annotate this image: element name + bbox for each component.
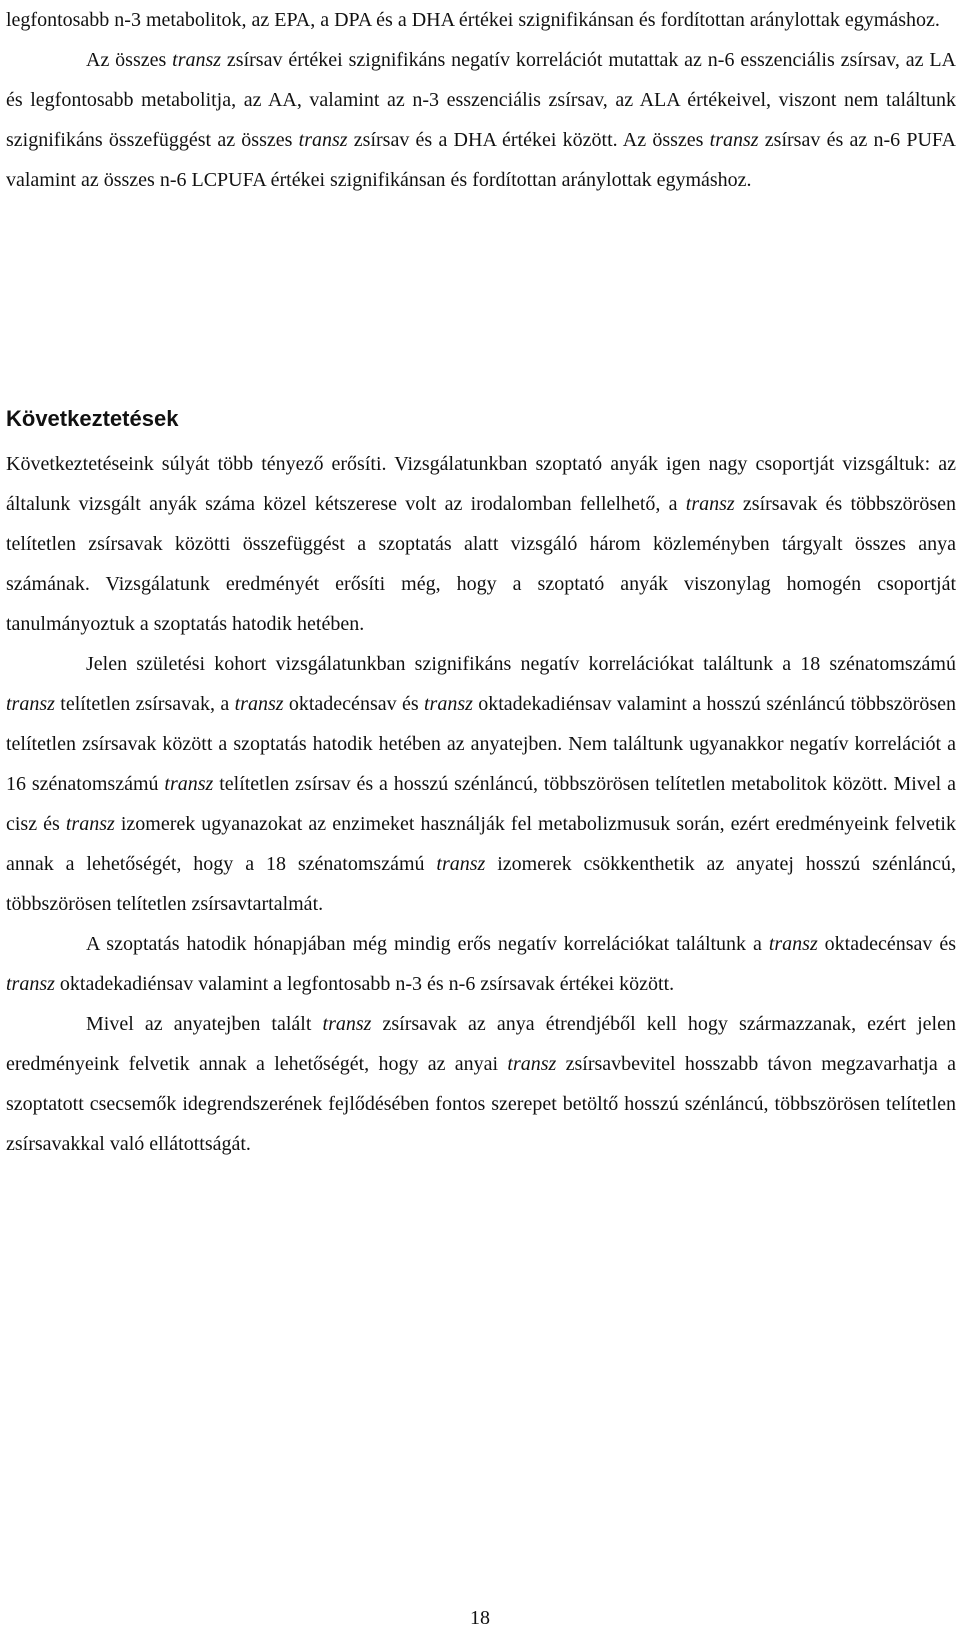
italic-term: transz <box>234 693 284 715</box>
section-heading: Következtetések <box>6 406 179 431</box>
conclusions-body <box>6 444 956 1164</box>
italic-term: transz <box>164 773 214 795</box>
paragraph-results-end <box>6 0 956 40</box>
italic-term: transz <box>6 973 55 995</box>
text-run: izomerek ugyanazokat az enzimeket használják fel metabolizmusuk során, ezért eredményeink felvetik annak a lehetőségét, hogy a 18 szénatomszámú <box>6 813 956 875</box>
text-run: zsírsav és a DHA értékei között. Az összes <box>347 129 710 151</box>
italic-term: transz <box>423 693 473 715</box>
italic-term: transz <box>685 493 735 515</box>
text-run: izomerek csökkenthetik az anyatej hosszú szénláncú, többszörösen telítetlen zsírsavtartalmát. <box>6 853 956 915</box>
text-run: telítetlen zsírsavak, a <box>54 693 235 715</box>
text-run: Következtetéseink súlyát több tényező erősíti. Vizsgálatunkban szoptató anyák igen nagy csoportját vizsgáltuk: az általunk vizsgált anyák száma közel kétszerese volt az irodalomban fellelhető, a <box>6 453 956 515</box>
text-run: zsírsavbevitel hosszabb távon megzavarhatja a szoptatott csecsemők idegrendszerének fejlődésében fontos szerepet betöltő hosszú szénláncú, többszörösen telítetlen zsírsavakkal való ellátottságát. <box>6 1053 956 1155</box>
italic-term: transz <box>436 853 486 875</box>
text-run: A szoptatás hatodik hónapjában még mindig erős negatív korrelációkat találtunk a <box>86 933 769 955</box>
italic-term: transz <box>768 933 818 955</box>
text-run: Mivel az anyatejben talált <box>86 1013 323 1035</box>
italic-term: transz <box>322 1013 372 1035</box>
italic-term: transz <box>6 693 55 715</box>
page-number: 18 <box>470 1607 490 1629</box>
results-continuation <box>6 0 956 200</box>
text-run: zsírsavak és többszörösen telítetlen zsírsavak közötti összefüggést a szoptatás alatt vizsgáló három közleményben tárgyalt összes anya számának. Vizsgálatunk eredményét erősíti még, hogy a szoptató anyák viszonylag homogén csoportját tanulmányoztuk a szoptatás hatodik hetében. <box>6 493 956 635</box>
italic-term: transz <box>65 813 115 835</box>
text-run: oktadecénsav és <box>283 693 424 715</box>
text-run: telítetlen zsírsav és a hosszú szénláncú, többszörösen telítetlen metabolitok között. Mivel a cisz és <box>6 773 956 835</box>
paragraph-maternal-intake <box>6 1004 956 1164</box>
paragraph-strengths <box>6 444 956 644</box>
text-run: zsírsav értékei szignifikáns negatív korrelációt mutattak az n-6 esszenciális zsírsav, az LA és legfontosabb metabolitja, az AA, valamint az n-3 esszenciális zsírsav, az ALA értékeivel, viszont nem találtunk szignifikáns összefüggést az összes <box>6 49 956 151</box>
text-run: Jelen születési kohort vizsgálatunkban szignifikáns negatív korrelációkat találtunk a 18 szénatomszámú <box>86 653 956 675</box>
text-run: legfontosabb n-3 metabolitok, az EPA, a DPA és a DHA értékei szignifikánsan és fordítottan aránylottak egymáshoz. <box>6 9 940 31</box>
italic-term: transz <box>709 129 759 151</box>
italic-term: transz <box>507 1053 557 1075</box>
text-run: Az összes <box>86 49 173 71</box>
text-run: zsírsavak az anya étrendjéből kell hogy származzanak, ezért jelen eredményeink felvetik annak a lehetőségét, hogy az anyai <box>6 1013 956 1075</box>
italic-term: transz <box>172 49 222 71</box>
paragraph-sixth-month <box>6 924 956 1004</box>
paragraph-trans-correlation <box>6 40 956 200</box>
text-run: zsírsav és az n-6 PUFA valamint az összes n-6 LCPUFA értékei szignifikánsan és fordítottan aránylottak egymáshoz. <box>6 129 956 191</box>
italic-term: transz <box>298 129 348 151</box>
text-run: oktadekadiénsav valamint a hosszú szénláncú többszörösen telítetlen zsírsavak között a szoptatás hatodik hetében az anyatejben. Nem találtunk ugyanakkor negatív korrelációt a 16 szénatomszámú <box>6 693 957 795</box>
paragraph-cohort-findings <box>6 644 956 924</box>
text-run: oktadecénsav és <box>817 933 956 955</box>
text-run: oktadekadiénsav valamint a legfontosabb n-3 és n-6 zsírsavak értékei között. <box>54 973 675 995</box>
